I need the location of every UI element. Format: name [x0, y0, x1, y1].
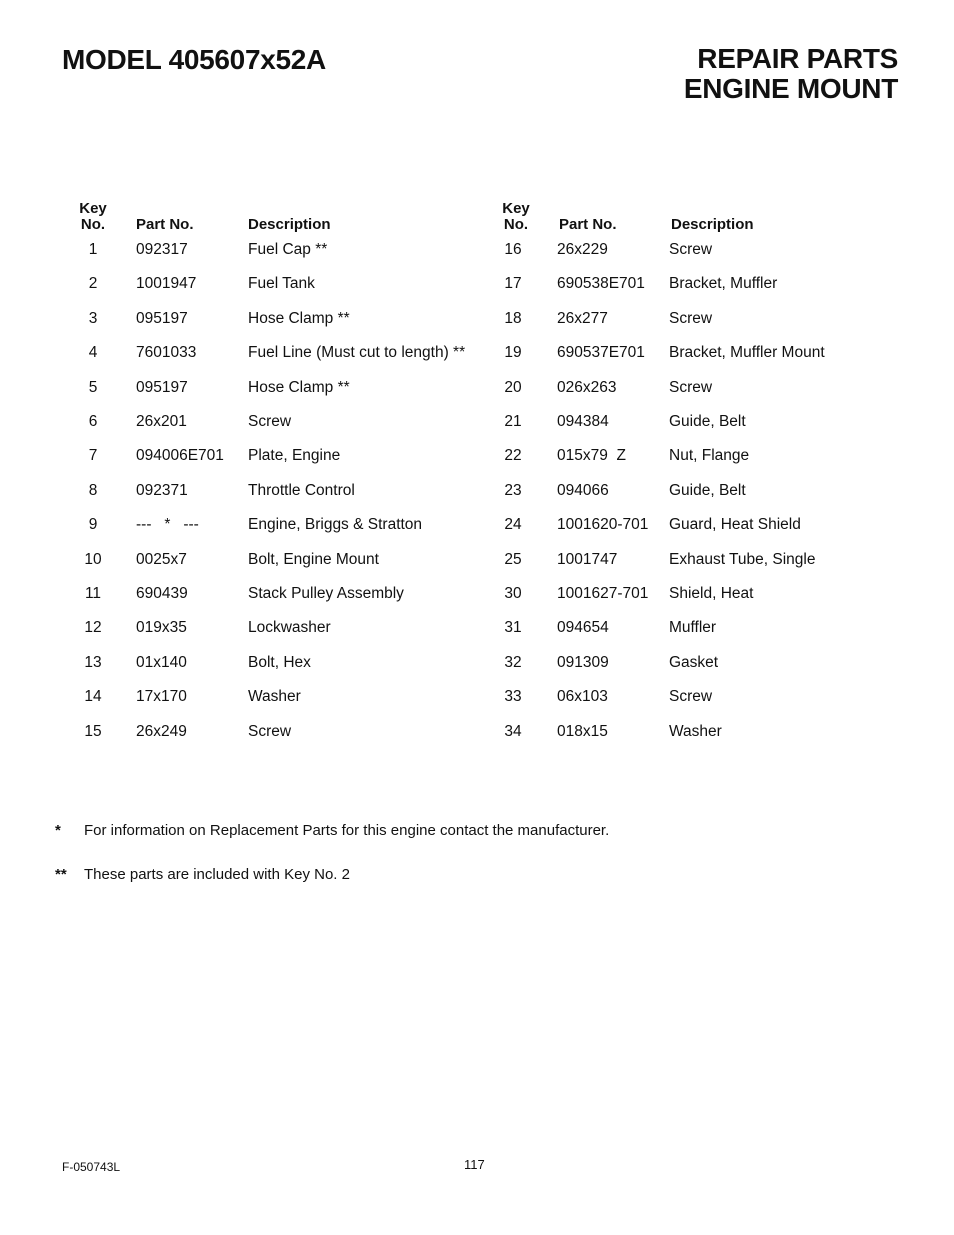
key-number: 34	[504, 722, 522, 740]
part-number: 018x15	[557, 722, 608, 740]
part-number: 690538E701	[557, 275, 645, 293]
right-description-header: Description	[671, 216, 754, 233]
key-number: 12	[84, 619, 102, 637]
part-number: 015x79 Z	[557, 447, 626, 465]
part-description: Plate, Engine	[248, 447, 341, 465]
table-row	[0, 653, 954, 673]
key-number: 18	[504, 309, 522, 327]
key-number: 1	[88, 241, 98, 258]
part-number: 0025x7	[136, 550, 187, 568]
key-number: 10	[84, 550, 102, 568]
part-number: 06x103	[557, 688, 608, 706]
part-description: Washer	[669, 722, 722, 740]
part-description: Shield, Heat	[669, 585, 754, 602]
part-description: Guide, Belt	[669, 413, 746, 430]
part-number: 094006E701	[136, 447, 224, 465]
part-number: 1001620-701	[557, 516, 649, 534]
table-row	[0, 446, 954, 466]
part-description: Screw	[669, 688, 713, 706]
key-number: 16	[504, 241, 522, 258]
part-description: Fuel Line (Must cut to length) **	[248, 344, 466, 362]
page-number: 117	[464, 1157, 485, 1172]
table-row	[0, 515, 954, 535]
key-number: 5	[88, 378, 98, 396]
part-number: 690439	[136, 585, 188, 602]
key-number: 25	[504, 550, 522, 568]
table-row	[0, 274, 954, 294]
part-description: Muffler	[669, 619, 717, 637]
left-part-no-header: Part No.	[136, 216, 194, 233]
key-number: 19	[504, 344, 522, 362]
part-description: Bracket, Muffler Mount	[669, 344, 825, 362]
part-description: Lockwasher	[248, 619, 331, 637]
right-part-no-header: Part No.	[559, 216, 617, 233]
table-row	[0, 618, 954, 638]
part-number: 019x35	[136, 619, 187, 637]
part-number: 094066	[557, 481, 609, 499]
section-title-line-2: ENGINE MOUNT	[683, 73, 898, 104]
table-row	[0, 550, 954, 570]
part-description: Guide, Belt	[669, 481, 746, 499]
part-description: Screw	[669, 241, 713, 258]
table-row	[0, 309, 954, 329]
part-description: Bracket, Muffler	[669, 275, 778, 293]
key-number: 23	[504, 481, 522, 499]
part-description: Bolt, Engine Mount	[248, 550, 379, 568]
part-description: Screw	[248, 722, 292, 740]
part-number: 092317	[136, 241, 188, 258]
part-description: Exhaust Tube, Single	[669, 550, 816, 568]
key-number: 24	[504, 516, 522, 534]
left-key-no-header	[76, 201, 110, 233]
part-number: 092371	[136, 481, 188, 499]
part-number: 1001947	[136, 275, 197, 293]
part-description: Fuel Tank	[248, 275, 315, 293]
part-number: 095197	[136, 309, 188, 327]
part-number: 095197	[136, 378, 188, 396]
part-number: 094654	[557, 619, 609, 637]
part-number: 026x263	[557, 378, 617, 396]
key-number: 22	[504, 447, 522, 465]
footnote-mark: *	[55, 822, 61, 839]
part-description: Stack Pulley Assembly	[248, 585, 404, 602]
part-description: Throttle Control	[248, 481, 355, 499]
part-number: 091309	[557, 653, 609, 671]
model-title: MODEL 405607x52A	[62, 44, 326, 75]
key-number: 32	[504, 653, 522, 671]
part-number: 094384	[557, 413, 609, 430]
form-number: F-050743L	[62, 1160, 121, 1174]
part-description: Screw	[248, 413, 292, 430]
key-number: 14	[84, 688, 102, 706]
key-number: 17	[504, 275, 522, 293]
key-number: 31	[504, 619, 522, 637]
key-number: 8	[88, 481, 98, 499]
part-description: Screw	[669, 309, 713, 327]
key-header-line-2: No.	[80, 216, 106, 233]
key-number: 3	[88, 309, 98, 327]
key-number: 4	[88, 344, 98, 362]
part-number: 7601033	[136, 344, 197, 362]
part-description: Washer	[248, 688, 301, 706]
key-number: 20	[504, 378, 522, 396]
part-number: 26x277	[557, 309, 608, 327]
key-number: 33	[504, 688, 522, 706]
key-header-line-1: Key	[79, 200, 107, 217]
footnote-text: These parts are included with Key No. 2	[84, 866, 350, 883]
table-row	[0, 378, 954, 398]
key-number: 2	[88, 275, 98, 293]
part-description: Gasket	[669, 653, 719, 671]
key-number: 6	[88, 413, 98, 430]
part-number: 26x249	[136, 722, 187, 740]
part-number: 1001627-701	[557, 585, 649, 602]
part-number: 17x170	[136, 688, 187, 706]
key-number: 30	[504, 585, 522, 602]
part-description: Engine, Briggs & Stratton	[248, 516, 423, 534]
table-row	[0, 481, 954, 501]
part-description: Hose Clamp **	[248, 378, 350, 396]
key-number: 13	[84, 653, 102, 671]
part-description: Bolt, Hex	[248, 653, 311, 671]
key-number: 9	[88, 516, 98, 534]
part-number: 26x201	[136, 413, 187, 430]
left-description-header: Description	[248, 216, 331, 233]
section-title-line-1: REPAIR PARTS	[697, 43, 898, 74]
key-number: 15	[84, 722, 102, 740]
part-description: Fuel Cap **	[248, 241, 328, 258]
table-row	[0, 687, 954, 707]
section-title	[684, 44, 898, 104]
table-row	[0, 722, 954, 742]
table-row	[0, 240, 954, 260]
footnote-text: For information on Replacement Parts for this engine contact the manufacturer.	[84, 822, 610, 839]
part-description: Nut, Flange	[669, 447, 750, 465]
key-number: 7	[88, 447, 98, 465]
part-description: Hose Clamp **	[248, 309, 350, 327]
part-number: --- * ---	[136, 516, 199, 534]
key-header-line-2: No.	[503, 216, 529, 233]
table-row	[0, 412, 954, 432]
part-number: 26x229	[557, 241, 608, 258]
part-description: Guard, Heat Shield	[669, 516, 801, 534]
right-key-no-header	[499, 201, 533, 233]
table-row	[0, 343, 954, 363]
part-number: 1001747	[557, 550, 618, 568]
part-description: Screw	[669, 378, 713, 396]
key-number: 11	[84, 585, 102, 602]
table-row	[0, 584, 954, 604]
footnote-mark: **	[55, 866, 67, 883]
part-number: 01x140	[136, 653, 187, 671]
key-header-line-1: Key	[502, 200, 530, 217]
part-number: 690537E701	[557, 344, 645, 362]
key-number: 21	[504, 413, 522, 430]
